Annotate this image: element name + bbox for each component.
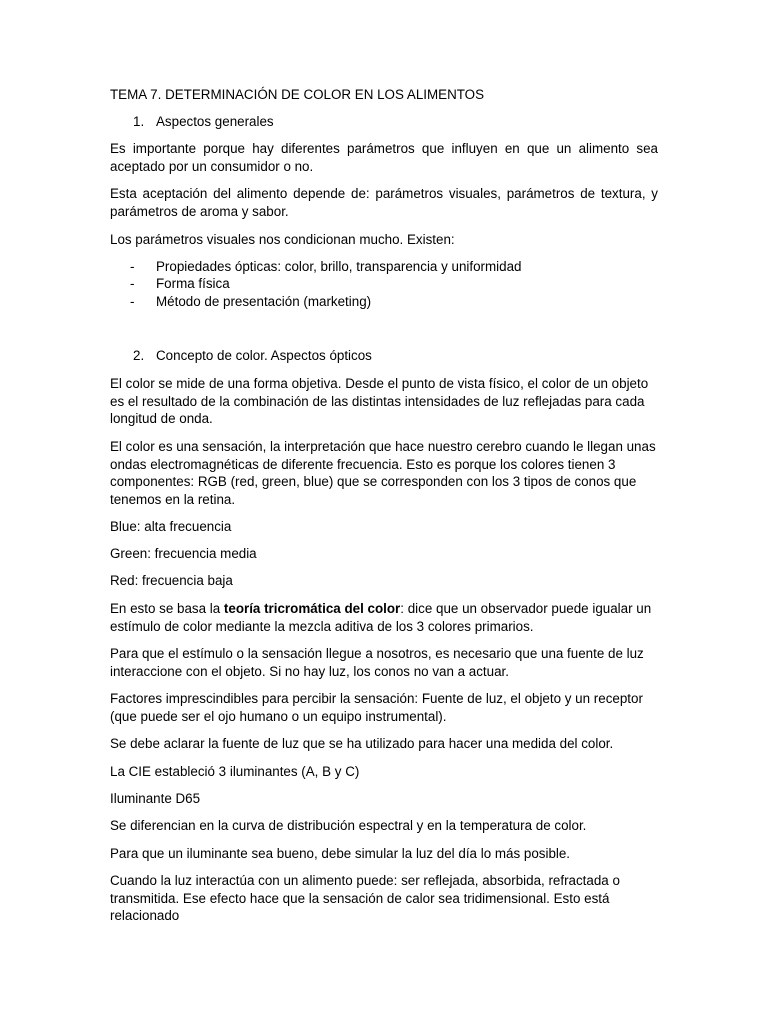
paragraph-color-objective: El color se mide de una forma objetiva. Desde el punto de vista físico, el color de un objeto es el resultado de la combinación de las distintas intensidades de luz reflejadas para cada longitud de onda. <box>110 376 649 426</box>
paragraph-importance: Es importante porque hay diferentes parámetros que influyen en que un alimento sea aceptado por un consumidor o no. <box>110 141 658 174</box>
paragraph-cie-illuminants: La CIE estableció 3 iluminantes (A, B y C) <box>110 764 360 779</box>
paragraph-blue: Blue: alta frecuencia <box>110 519 232 534</box>
paragraph-illuminant-d65: Iluminante D65 <box>110 791 201 806</box>
paragraph-spectral-curve: Se diferencian en la curva de distribución espectral y en la temperatura de color. <box>110 818 587 833</box>
section-2-number: 2. <box>133 348 145 363</box>
list-item: Método de presentación (marketing) <box>156 294 372 309</box>
paragraph-light-interaction: Cuando la luz interactúa con un alimento puede: ser reflejada, absorbida, refractada o transmitida. Ese efecto hace que la sensación de calor sea tridimensional. Esto está relacionado <box>110 873 620 923</box>
list-item: Forma física <box>156 276 230 291</box>
trichromatic-explanation-text: : dice que un observador puede igualar un estímulo de color mediante la mezcla aditiva de los 3 colores primarios. <box>110 601 652 634</box>
paragraph-daylight: Para que un iluminante sea bueno, debe simular la luz del día lo más posible. <box>110 846 571 861</box>
paragraph-acceptance: Esta aceptación del alimento depende de: parámetros visuales, parámetros de textura, y parámetros de aroma y sabor. <box>110 186 658 219</box>
list-bullet: - <box>130 294 135 309</box>
paragraph-trichromatic-theory <box>110 600 658 635</box>
section-2-heading: Concepto de color. Aspectos ópticos <box>156 348 372 363</box>
paragraph-red: Red: frecuencia baja <box>110 573 233 588</box>
paragraph-color-sensation: El color es una sensación, la interpretación que hace nuestro cerebro cuando le llegan unas ondas electromagnéticas de diferente frecuencia. Esto es porque los colores tienen 3 componentes: RGB (red, green, blue) que se corresponden con los 3 tipos de conos que tenemos en la retina. <box>110 439 656 507</box>
paragraph-visual-params: Los parámetros visuales nos condicionan mucho. Existen: <box>110 232 455 247</box>
section-1-number: 1. <box>133 114 145 129</box>
trichromatic-theory-term: teoría tricromática del color <box>223 601 401 616</box>
paragraph-clarify-source: Se debe aclarar la fuente de luz que se ha utilizado para hacer una medida del color. <box>110 736 614 751</box>
list-bullet: - <box>130 259 135 274</box>
paragraph-light-source: Para que el estímulo o la sensación llegue a nosotros, es necesario que una fuente de luz interaccione con el objeto. Si no hay luz, los conos no van a actuar. <box>110 646 644 679</box>
paragraph-green: Green: frecuencia media <box>110 546 257 561</box>
list-bullet: - <box>130 276 135 291</box>
section-1-heading: Aspectos generales <box>156 114 274 129</box>
document-title: TEMA 7. DETERMINACIÓN DE COLOR EN LOS ALIMENTOS <box>110 87 485 102</box>
paragraph-essential-factors: Factores imprescindibles para percibir la sensación: Fuente de luz, el objeto y un receptor (que puede ser el ojo humano o un equipo instrumental). <box>110 691 643 724</box>
list-item: Propiedades ópticas: color, brillo, transparencia y uniformidad <box>156 259 522 274</box>
trichromatic-intro-text: En esto se basa la <box>110 601 224 616</box>
